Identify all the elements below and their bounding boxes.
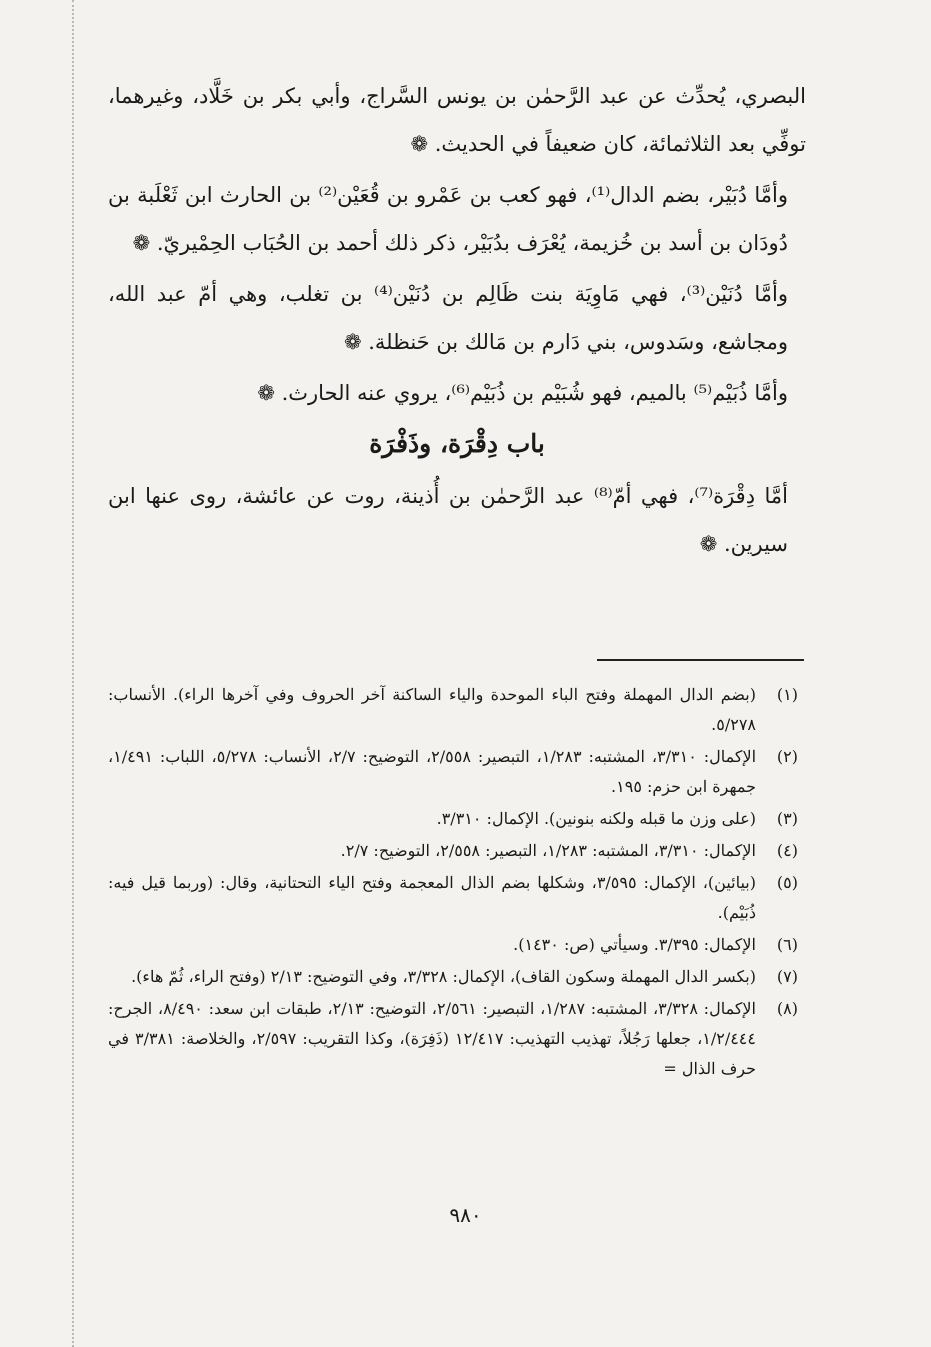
footnote-text: الإكمال: ٣/٣٢٨، المشتبه: ١/٢٨٧، التبصير: ٢/٥٦١، التوضيح: ٢/١٣، طبقات ابن سعد: ٨/٤٩٠، الجرح: ١/٢/٤٤٤، جعلها رَجُلاً، تهذيب التهذيب: ١٢/٤١٧ (ذَفِرَة)، وكذا التقريب: ٢/٥٩٧، والخلاصة: ٣/٣٨١ في حرف الذال = <box>108 999 757 1078</box>
footnote-item <box>108 868 798 928</box>
footnote-text: (بضم الدال المهملة وفتح الباء الموحدة والياء الساكنة آخر الحروف وفي آخرها الراء). الأنساب: ٥/٢٧٨. <box>108 685 756 734</box>
paragraph-diqra: أمَّا دِقْرَة⁽⁷⁾، فهي أمّ⁽⁸⁾ عبد الرَّحمٰن بن أُذينة، روت عن عائشة، روى عنها ابن سيرين. ❁ <box>108 484 788 556</box>
footnote-text: (على وزن ما قبله ولكنه بنونين). الإكمال: ٣/٣١٠. <box>436 809 756 828</box>
footnote-number: (٨) <box>776 999 798 1018</box>
footnote-item <box>108 930 798 960</box>
footnote-number: (٣) <box>776 809 798 828</box>
footnote-text: الإكمال: ٣/٣١٠، المشتبه: ١/٢٨٣، التبصير: ٢/٥٥٨، التوضيح: ٢/٧، الأنساب: ٥/٢٧٨، اللباب: ١/٤٩١، جمهرة ابن حزم: ١٩٥. <box>108 747 757 796</box>
footnote-item <box>108 804 798 834</box>
footnote-number: (٢) <box>776 747 798 766</box>
binding-dotted-line <box>72 0 74 1347</box>
footnote-text: الإكمال: ٣/٣٩٥. وسيأتي (ص: ١٤٣٠). <box>513 935 756 954</box>
footnote-text: (بيائين)، الإكمال: ٣/٥٩٥، وشكلها بضم الذال المعجمة وفتح الياء التحتانية، وقال: (وربما قيل فيه: ذُبَيْم). <box>108 873 756 922</box>
footnote-item <box>108 994 798 1084</box>
footnote-item <box>108 680 798 740</box>
paragraph-dubayr: وأمَّا دُبَيْر، بضم الدال⁽¹⁾، فهو كعب بن عَمْرو بن قُعَيْن⁽²⁾ بن الحارث ابن ثَعْلَبة بن دُودَان بن أسد بن خُزيمة، يُعْرَف بدُبَيْر، ذكر ذلك أحمد بن الحُبَاب الحِمْيريّ. ❁ <box>108 183 788 255</box>
footnote-separator <box>597 659 804 661</box>
footnote-item <box>108 742 798 802</box>
page-number: ٩٨٠ <box>449 1203 482 1227</box>
footnote-text: (بكسر الدال المهملة وسكون القاف)، الإكمال: ٣/٣٢٨، وفي التوضيح: ٢/١٣ (وفتح الراء، ثُمّ هاء). <box>131 967 756 986</box>
footnote-number: (٦) <box>776 935 798 954</box>
footnotes <box>108 680 798 1086</box>
footnote-number: (٧) <box>776 967 798 986</box>
paragraph-basri: البصري، يُحدِّث عن عبد الرَّحمٰن بن يونس السَّراج، وأبي بكر بن خَلَّاد، وغيرهما، توفِّي بعد الثلاثمائة، كان ضعيفاً في الحديث. ❁ <box>108 84 806 156</box>
main-text <box>108 72 806 571</box>
paragraph-dhubaym: وأمَّا ذُبَيْم⁽⁵⁾ بالميم، فهو شُبَيْم بن ذُبَيْم⁽⁶⁾، يروي عنه الحارث. ❁ <box>257 381 788 405</box>
paragraph-dunayn: وأمَّا دُنَيْن⁽³⁾، فهي مَاوِيَة بنت ظَالِم بن دُنَيْن⁽⁴⁾ بن تغلب، وهي أمّ عبد الله، ومجاشع، وسَدوس، بني دَارم بن مَالك بن حَنظلة. ❁ <box>108 282 788 354</box>
footnote-number: (٤) <box>776 841 798 860</box>
footnote-item <box>108 962 798 992</box>
footnote-number: (٥) <box>776 873 798 892</box>
chapter-heading: باب دِقْرَة، وذَفْرَة <box>369 429 545 458</box>
footnote-item <box>108 836 798 866</box>
footnote-number: (١) <box>776 685 798 704</box>
footnote-text: الإكمال: ٣/٣١٠، المشتبه: ١/٢٨٣، التبصير: ٢/٥٥٨، التوضيح: ٢/٧. <box>340 841 756 860</box>
